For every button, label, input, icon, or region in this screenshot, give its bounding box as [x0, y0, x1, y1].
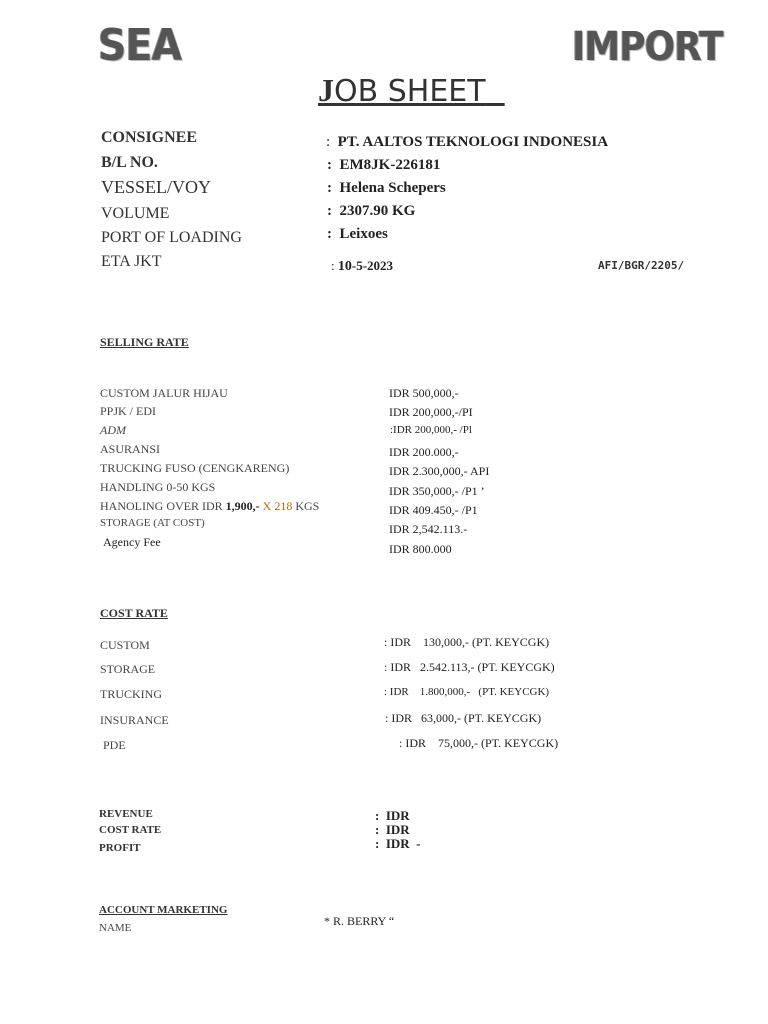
revenue-label: REVENUE — [99, 808, 153, 820]
cost-rate-label: COST RATE — [99, 824, 162, 836]
vessel-voy-label: VESSEL/VOY — [101, 177, 212, 197]
header-sea: SEA — [98, 20, 182, 71]
vessel-voy-value: : Helena Schepers — [327, 180, 446, 196]
bl-no-label: B/L NO. — [101, 154, 158, 171]
selling-item-label: Agency Fee — [103, 535, 161, 549]
cost-item-value: : IDR 1.800,000,- (PT. KEYCGK) — [384, 686, 550, 698]
cost-item-value: : IDR 75,000,- (PT. KEYCGK) — [399, 736, 559, 750]
selling-item-label: CUSTOM JALUR HIJAU — [100, 386, 228, 400]
selling-item-label: HANOLING OVER IDR 1,900,- X 218 KGS — [100, 499, 320, 513]
name-value: * R. BERRY “ — [324, 914, 395, 928]
cost-rate-value: : IDR — [375, 822, 410, 837]
port-of-loading-label: PORT OF LOADING — [101, 229, 242, 246]
cost-item-value: : IDR 63,000,- (PT. KEYCGK) — [385, 711, 542, 725]
consignee-label: CONSIGNEE — [101, 129, 198, 146]
cost-item-label: INSURANCE — [100, 713, 169, 727]
cost-item-label: PDE — [103, 738, 126, 752]
selling-item-label: ASURANSI — [100, 442, 161, 456]
selling-rate-title: SELLING RATE — [100, 335, 189, 349]
consignee-value: : PT. AALTOS TEKNOLOGI INDONESIA — [326, 134, 609, 150]
selling-item-label: PPJK / EDI — [100, 404, 157, 418]
port-of-loading-value: : Leixoes — [327, 226, 388, 242]
selling-item-label: TRUCKING FUSO (CENGKARENG) — [100, 461, 290, 475]
selling-item-value: :IDR 200,000,- /Pl — [390, 424, 472, 436]
selling-item-label: STORAGE (AT COST) — [100, 517, 205, 529]
page-title-rest: OB SHEET — [334, 74, 486, 109]
page-title — [318, 72, 505, 109]
selling-item-value: IDR 200.000,- — [389, 445, 459, 459]
selling-item-label: HANDLING 0-50 KGS — [100, 480, 216, 494]
bl-no-value: : EM8JK-226181 — [327, 157, 441, 173]
selling-item-value: IDR 2,542.113.- — [389, 522, 468, 536]
cost-item-value: : IDR 130,000,- (PT. KEYCGK) — [384, 635, 550, 649]
cost-item-label: TRUCKING — [100, 687, 162, 701]
eta-jkt-label: ETA JKT — [101, 253, 162, 270]
selling-item-value: IDR 2.300,000,- API — [389, 464, 490, 478]
selling-item-label: ADM — [100, 423, 126, 437]
cost-item-label: STORAGE — [100, 662, 156, 676]
revenue-value: : IDR — [375, 808, 410, 823]
profit-label: PROFIT — [99, 842, 141, 854]
name-label: NAME — [99, 922, 132, 934]
cost-item-label: CUSTOM — [100, 638, 150, 652]
selling-item-value: IDR 500,000,- — [389, 386, 459, 400]
header-import: IMPORT — [572, 24, 723, 70]
account-marketing-title: ACCOUNT MARKETING — [99, 904, 228, 916]
selling-item-value: IDR 200,000,-/PI — [389, 405, 473, 419]
selling-item-value: IDR 800.000 — [389, 542, 452, 556]
page-title-j: J — [318, 72, 334, 108]
cost-item-value: : IDR 2.542.113,- (PT. KEYCGK) — [384, 660, 555, 674]
volume-value: : 2307.90 KG — [327, 203, 416, 219]
eta-jkt-value: : 10-5-2023 — [331, 258, 394, 274]
cost-rate-title: COST RATE — [100, 606, 168, 620]
volume-label: VOLUME — [101, 205, 170, 222]
selling-item-value: IDR 350,000,- /P1 ’ — [389, 484, 485, 498]
profit-value: : IDR - — [375, 836, 421, 851]
selling-item-value: IDR 409.450,- /P1 — [389, 503, 478, 517]
reference-code: AFI/BGR/2205/ — [598, 259, 685, 272]
